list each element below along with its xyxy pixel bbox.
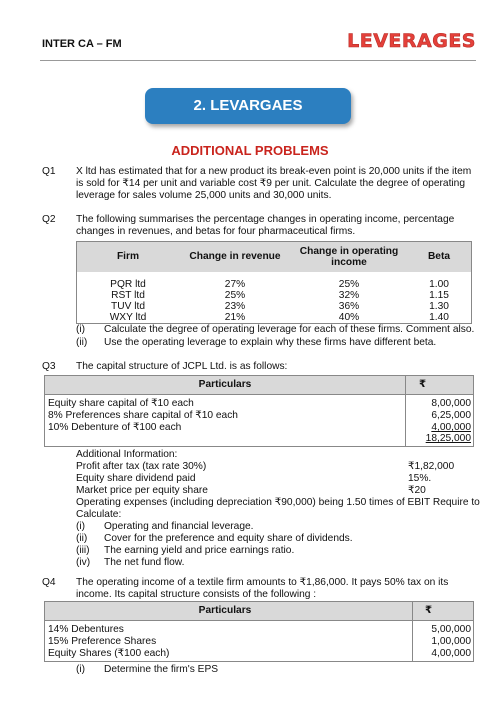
chapter-banner: 2. LEVARGAES [145,88,351,124]
revenue-cell: 21% [224,311,246,323]
info-title: Additional Information: [76,449,178,460]
particulars-header: Particulars [198,379,252,390]
column-divider [405,376,406,446]
question-number: Q4 [42,577,56,588]
table-row [77,279,472,290]
row-label: 10% Debenture of ₹100 each [48,422,182,433]
table-header-row [45,376,473,395]
firm-cell: RST ltd [111,289,145,301]
income-cell: 36% [338,300,360,312]
sub-question [76,557,184,569]
roman-numeral: (ii) [76,337,88,348]
row-value: 8,00,000 [431,398,471,409]
sub-question-text: Cover for the preference and equity share of dividends. [104,533,353,544]
row-label: 15% Preference Shares [48,636,157,647]
beta-cell: 1.30 [429,300,449,312]
firms-table [76,241,472,324]
row-label: 14% Debentures [48,624,124,635]
question-number: Q2 [42,214,56,225]
income-cell: 40% [338,311,360,323]
sub-question [76,337,436,349]
question-text: X ltd has estimated that for a new product its break-even point is 20,000 units if the item is sold for ₹14 per unit and variable cost ₹9 per unit. Calculate the degree of operating leverage for sales volume 25,000 units and 30,000 units. [76,166,472,201]
question-1 [42,166,472,202]
rupee-header: ₹ [419,379,427,390]
table-header-row [77,242,472,272]
firm-cell: WXY ltd [109,311,147,323]
table-row [77,290,472,301]
column-header: Firm [116,251,140,263]
question-4 [42,577,472,601]
row-label: 8% Preferences share capital of ₹10 each [48,410,238,421]
row-value: 4,00,000 [431,422,471,433]
row-label: Equity share capital of ₹10 each [48,398,194,409]
sub-question [76,533,353,545]
row-value: 6,25,000 [431,410,471,421]
column-header: Change in operating income [299,245,399,268]
sub-question [76,545,294,557]
info-label: Market price per equity share [76,485,208,496]
leverages-logo: LEVERAGES [347,30,476,52]
calculate-label: Calculate: [76,509,122,520]
info-label: Profit after tax (tax rate 30%) [76,461,207,472]
row-value: 1,00,000 [431,636,471,647]
capital-structure-table [44,375,474,447]
capital-structure-table [44,601,474,662]
question-text: The following summarises the percentage changes in operating income, percentage changes in revenues, and betas for four pharmaceutical firms. [76,214,455,237]
roman-numeral: (ii) [76,533,88,544]
sub-question-text: The net fund flow. [104,557,185,568]
question-number: Q3 [42,361,56,372]
roman-numeral: (iv) [76,557,91,568]
table-row [77,301,472,312]
table-row [77,312,472,324]
info-value: ₹1,82,000 [408,461,455,472]
firm-cell: PQR ltd [110,278,146,290]
question-3 [42,361,472,373]
roman-numeral: (iii) [76,545,90,556]
sub-question-text: Use the operating leverage to explain why these firms have different beta. [104,337,437,348]
column-header: Beta [427,251,451,263]
beta-cell: 1.00 [429,278,449,290]
beta-cell: 1.40 [429,311,449,323]
income-cell: 25% [338,278,360,290]
info-value: ₹20 [408,485,426,496]
revenue-cell: 23% [224,300,246,312]
sub-question [76,664,218,676]
header-divider [40,60,476,61]
sub-question-text: Calculate the degree of operating leverage for each of these firms. Comment also. [104,324,475,335]
particulars-header: Particulars [198,605,252,616]
row-value: 5,00,000 [431,624,471,635]
operating-expenses-text: Operating expenses (including depreciation ₹90,000) being 1.50 times of EBIT Require to [76,497,480,508]
course-label: INTER CA – FM [42,38,122,50]
total-value: 18,25,000 [425,433,471,444]
sub-question [76,521,254,533]
info-label: Equity share dividend paid [76,473,196,484]
revenue-cell: 27% [224,278,246,290]
info-value: 15%. [408,473,432,484]
roman-numeral: (i) [76,664,86,675]
row-label: Equity Shares (₹100 each) [48,648,170,659]
question-text: The operating income of a textile firm amounts to ₹1,86,000. It pays 50% tax on its income. Its capital structure consists of the following : [76,577,449,600]
question-text: The capital structure of JCPL Ltd. is as follows: [76,361,288,372]
beta-cell: 1.15 [429,289,449,301]
firm-cell: TUV ltd [111,300,145,312]
roman-numeral: (i) [76,521,86,532]
section-heading: ADDITIONAL PROBLEMS [171,143,329,158]
sub-question-text: The earning yield and price earnings ratio. [104,545,295,556]
row-value: 4,00,000 [431,648,471,659]
revenue-cell: 25% [224,289,246,301]
rupee-header: ₹ [425,605,433,616]
question-number: Q1 [42,166,56,177]
sub-question [76,324,474,336]
question-2 [42,214,472,238]
column-divider [412,602,413,661]
income-cell: 32% [338,289,360,301]
sub-question-text: Determine the firm's EPS [104,664,219,675]
sub-question-text: Operating and financial leverage. [104,521,254,532]
table-header-row [45,602,473,621]
column-header: Change in revenue [189,251,281,263]
roman-numeral: (i) [76,324,86,335]
